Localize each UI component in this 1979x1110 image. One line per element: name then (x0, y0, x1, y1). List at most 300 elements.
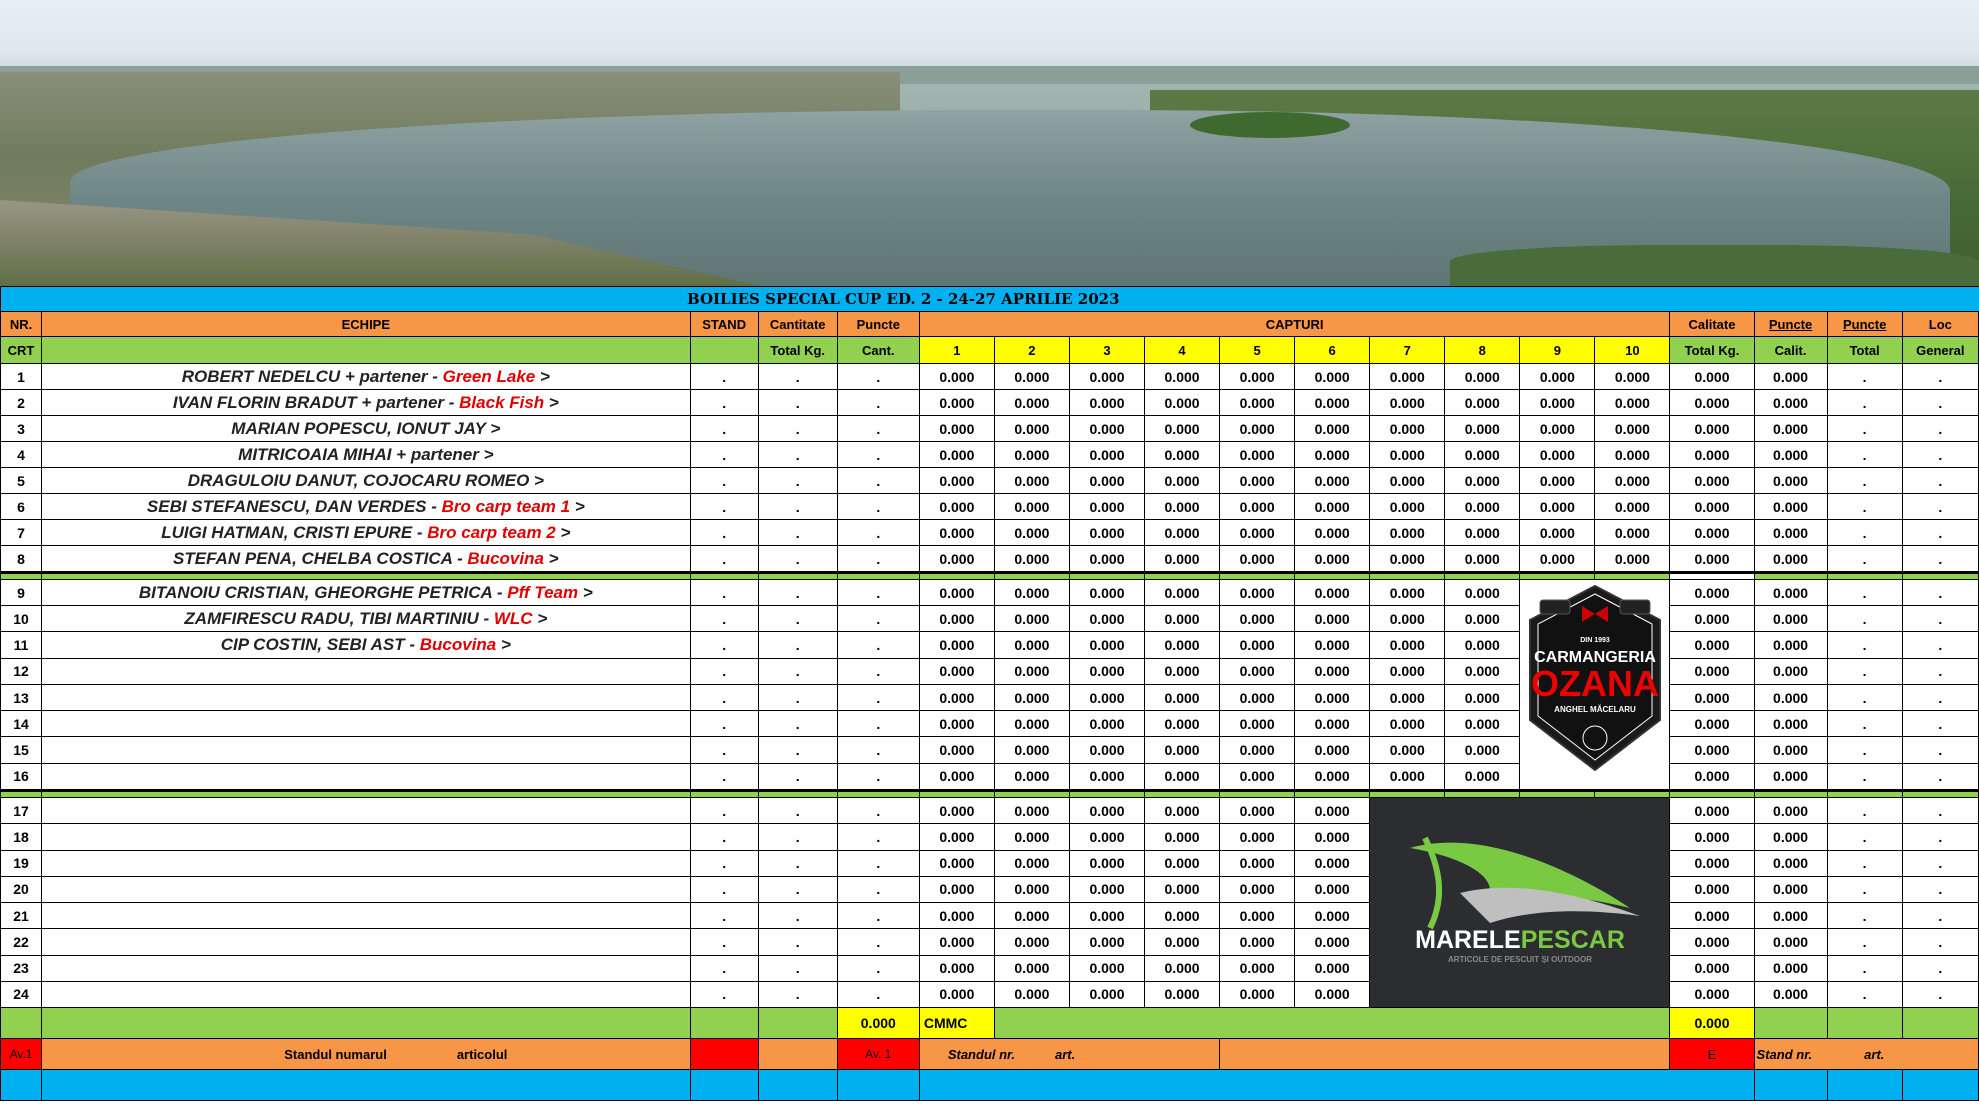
capture-cell-4[interactable]: 0.000 (1145, 390, 1220, 416)
loc-general-cell[interactable]: . (1902, 580, 1978, 606)
capture-cell-5[interactable]: 0.000 (1220, 580, 1295, 606)
capture-cell-5[interactable]: 0.000 (1220, 442, 1295, 468)
capture-cell-5[interactable]: 0.000 (1220, 929, 1295, 955)
capture-cell-10[interactable]: 0.000 (1595, 494, 1670, 520)
capture-cell-1[interactable]: 0.000 (919, 632, 994, 658)
total-kg-cell[interactable]: . (758, 520, 837, 546)
calitate-total-kg-cell[interactable]: 0.000 (1670, 929, 1754, 955)
capture-cell-3[interactable]: 0.000 (1069, 824, 1144, 850)
puncte-cant-cell[interactable]: . (837, 580, 919, 606)
puncte-calit-cell[interactable]: 0.000 (1754, 364, 1827, 390)
team-name-cell[interactable] (42, 546, 691, 573)
calitate-total-kg-cell[interactable]: 0.000 (1670, 850, 1754, 876)
puncte-cant-cell[interactable]: . (837, 824, 919, 850)
total-kg-cell[interactable]: . (758, 580, 837, 606)
capture-cell-1[interactable]: 0.000 (919, 684, 994, 710)
calitate-total-kg-cell[interactable]: 0.000 (1670, 955, 1754, 981)
capture-cell-6[interactable]: 0.000 (1295, 416, 1370, 442)
calitate-total-kg-cell[interactable]: 0.000 (1670, 520, 1754, 546)
puncte-calit-cell[interactable]: 0.000 (1754, 416, 1827, 442)
puncte-cant-cell[interactable]: . (837, 711, 919, 737)
total-kg-cell[interactable]: . (758, 711, 837, 737)
capture-cell-2[interactable]: 0.000 (994, 632, 1069, 658)
capture-cell-1[interactable]: 0.000 (919, 711, 994, 737)
capture-cell-4[interactable]: 0.000 (1145, 850, 1220, 876)
stand-cell[interactable]: . (690, 606, 758, 632)
capture-cell-6[interactable]: 0.000 (1295, 737, 1370, 763)
puncte-calit-cell[interactable]: 0.000 (1754, 468, 1827, 494)
loc-general-cell[interactable]: . (1902, 416, 1978, 442)
capture-cell-9[interactable]: 0.000 (1520, 520, 1595, 546)
capture-cell-8[interactable]: 0.000 (1445, 494, 1520, 520)
loc-general-cell[interactable]: . (1902, 824, 1978, 850)
calitate-total-kg-cell[interactable]: 0.000 (1670, 658, 1754, 684)
puncte-total-cell[interactable]: . (1827, 737, 1902, 763)
capture-cell-5[interactable]: 0.000 (1220, 737, 1295, 763)
calitate-total-kg-cell[interactable]: 0.000 (1670, 798, 1754, 824)
puncte-total-cell[interactable]: . (1827, 824, 1902, 850)
stand-cell[interactable]: . (690, 580, 758, 606)
calitate-total-kg-cell[interactable]: 0.000 (1670, 711, 1754, 737)
capture-cell-1[interactable]: 0.000 (919, 442, 994, 468)
loc-general-cell[interactable]: . (1902, 929, 1978, 955)
stand-cell[interactable]: . (690, 929, 758, 955)
capture-cell-4[interactable]: 0.000 (1145, 929, 1220, 955)
capture-cell-8[interactable]: 0.000 (1445, 684, 1520, 710)
capture-cell-7[interactable]: 0.000 (1370, 763, 1445, 790)
team-name-cell[interactable] (42, 494, 691, 520)
capture-cell-6[interactable]: 0.000 (1295, 903, 1370, 929)
capture-cell-4[interactable]: 0.000 (1145, 711, 1220, 737)
capture-cell-2[interactable]: 0.000 (994, 494, 1069, 520)
team-name-cell[interactable] (42, 684, 691, 710)
puncte-calit-cell[interactable]: 0.000 (1754, 824, 1827, 850)
calitate-total-kg-cell[interactable]: 0.000 (1670, 546, 1754, 573)
capture-cell-1[interactable]: 0.000 (919, 876, 994, 902)
capture-cell-7[interactable]: 0.000 (1370, 684, 1445, 710)
calitate-total-kg-cell[interactable]: 0.000 (1670, 876, 1754, 902)
calitate-total-kg-cell[interactable]: 0.000 (1670, 494, 1754, 520)
capture-cell-6[interactable]: 0.000 (1295, 364, 1370, 390)
total-kg-cell[interactable]: . (758, 955, 837, 981)
capture-cell-5[interactable]: 0.000 (1220, 632, 1295, 658)
puncte-total-cell[interactable]: . (1827, 364, 1902, 390)
puncte-total-cell[interactable]: . (1827, 468, 1902, 494)
capture-cell-5[interactable]: 0.000 (1220, 520, 1295, 546)
capture-cell-1[interactable]: 0.000 (919, 364, 994, 390)
calitate-total-kg-cell[interactable]: 0.000 (1670, 981, 1754, 1007)
capture-cell-5[interactable]: 0.000 (1220, 824, 1295, 850)
capture-cell-4[interactable]: 0.000 (1145, 763, 1220, 790)
capture-cell-8[interactable]: 0.000 (1445, 763, 1520, 790)
capture-cell-1[interactable]: 0.000 (919, 824, 994, 850)
capture-cell-6[interactable]: 0.000 (1295, 711, 1370, 737)
capture-cell-1[interactable]: 0.000 (919, 955, 994, 981)
puncte-total-cell[interactable]: . (1827, 390, 1902, 416)
total-kg-cell[interactable]: . (758, 606, 837, 632)
team-name-cell[interactable] (42, 876, 691, 902)
total-kg-cell[interactable]: . (758, 981, 837, 1007)
calitate-total-kg-cell[interactable]: 0.000 (1670, 606, 1754, 632)
capture-cell-5[interactable]: 0.000 (1220, 364, 1295, 390)
loc-general-cell[interactable]: . (1902, 364, 1978, 390)
capture-cell-1[interactable]: 0.000 (919, 929, 994, 955)
capture-cell-5[interactable]: 0.000 (1220, 606, 1295, 632)
capture-cell-2[interactable]: 0.000 (994, 737, 1069, 763)
stand-cell[interactable]: . (690, 546, 758, 573)
puncte-total-cell[interactable]: . (1827, 606, 1902, 632)
loc-general-cell[interactable]: . (1902, 850, 1978, 876)
total-kg-cell[interactable]: . (758, 390, 837, 416)
capture-cell-4[interactable]: 0.000 (1145, 876, 1220, 902)
capture-cell-6[interactable]: 0.000 (1295, 850, 1370, 876)
capture-cell-1[interactable]: 0.000 (919, 546, 994, 573)
puncte-cant-cell[interactable]: . (837, 606, 919, 632)
puncte-total-cell[interactable]: . (1827, 658, 1902, 684)
total-kg-cell[interactable]: . (758, 798, 837, 824)
loc-general-cell[interactable]: . (1902, 684, 1978, 710)
team-name-cell[interactable] (42, 737, 691, 763)
capture-cell-8[interactable]: 0.000 (1445, 442, 1520, 468)
capture-cell-7[interactable]: 0.000 (1370, 606, 1445, 632)
capture-cell-8[interactable]: 0.000 (1445, 390, 1520, 416)
capture-cell-4[interactable]: 0.000 (1145, 442, 1220, 468)
capture-cell-5[interactable]: 0.000 (1220, 416, 1295, 442)
stand-cell[interactable]: . (690, 763, 758, 790)
capture-cell-3[interactable]: 0.000 (1069, 876, 1144, 902)
capture-cell-4[interactable]: 0.000 (1145, 468, 1220, 494)
capture-cell-7[interactable]: 0.000 (1370, 390, 1445, 416)
total-kg-cell[interactable]: . (758, 364, 837, 390)
capture-cell-3[interactable]: 0.000 (1069, 364, 1144, 390)
capture-cell-3[interactable]: 0.000 (1069, 520, 1144, 546)
puncte-calit-cell[interactable]: 0.000 (1754, 737, 1827, 763)
puncte-cant-cell[interactable]: . (837, 876, 919, 902)
team-name-cell[interactable] (42, 929, 691, 955)
capture-cell-8[interactable]: 0.000 (1445, 606, 1520, 632)
capture-cell-4[interactable]: 0.000 (1145, 580, 1220, 606)
puncte-total-cell[interactable]: . (1827, 684, 1902, 710)
capture-cell-2[interactable]: 0.000 (994, 798, 1069, 824)
capture-cell-4[interactable]: 0.000 (1145, 737, 1220, 763)
team-name-cell[interactable] (42, 416, 691, 442)
puncte-total-cell[interactable]: . (1827, 546, 1902, 573)
capture-cell-8[interactable]: 0.000 (1445, 416, 1520, 442)
capture-cell-3[interactable]: 0.000 (1069, 606, 1144, 632)
calitate-total-kg-cell[interactable]: 0.000 (1670, 737, 1754, 763)
capture-cell-2[interactable]: 0.000 (994, 390, 1069, 416)
calitate-total-kg-cell[interactable]: 0.000 (1670, 468, 1754, 494)
capture-cell-7[interactable]: 0.000 (1370, 494, 1445, 520)
capture-cell-5[interactable]: 0.000 (1220, 876, 1295, 902)
capture-cell-8[interactable]: 0.000 (1445, 580, 1520, 606)
puncte-calit-cell[interactable]: 0.000 (1754, 711, 1827, 737)
capture-cell-3[interactable]: 0.000 (1069, 416, 1144, 442)
calitate-total-kg-cell[interactable]: 0.000 (1670, 632, 1754, 658)
capture-cell-9[interactable]: 0.000 (1520, 416, 1595, 442)
capture-cell-3[interactable]: 0.000 (1069, 711, 1144, 737)
puncte-total-cell[interactable]: . (1827, 520, 1902, 546)
puncte-calit-cell[interactable]: 0.000 (1754, 684, 1827, 710)
capture-cell-7[interactable]: 0.000 (1370, 442, 1445, 468)
capture-cell-2[interactable]: 0.000 (994, 684, 1069, 710)
stand-cell[interactable]: . (690, 684, 758, 710)
puncte-total-cell[interactable]: . (1827, 850, 1902, 876)
capture-cell-6[interactable]: 0.000 (1295, 494, 1370, 520)
puncte-total-cell[interactable]: . (1827, 876, 1902, 902)
loc-general-cell[interactable]: . (1902, 711, 1978, 737)
capture-cell-8[interactable]: 0.000 (1445, 468, 1520, 494)
puncte-cant-cell[interactable]: . (837, 684, 919, 710)
capture-cell-10[interactable]: 0.000 (1595, 390, 1670, 416)
stand-cell[interactable]: . (690, 711, 758, 737)
loc-general-cell[interactable]: . (1902, 494, 1978, 520)
team-name-cell[interactable] (42, 658, 691, 684)
team-name-cell[interactable] (42, 442, 691, 468)
puncte-total-cell[interactable]: . (1827, 580, 1902, 606)
capture-cell-10[interactable]: 0.000 (1595, 364, 1670, 390)
total-kg-cell[interactable]: . (758, 468, 837, 494)
puncte-cant-cell[interactable]: . (837, 494, 919, 520)
total-kg-cell[interactable]: . (758, 416, 837, 442)
capture-cell-2[interactable]: 0.000 (994, 711, 1069, 737)
team-name-cell[interactable] (42, 580, 691, 606)
puncte-calit-cell[interactable]: 0.000 (1754, 520, 1827, 546)
team-name-cell[interactable] (42, 468, 691, 494)
capture-cell-4[interactable]: 0.000 (1145, 824, 1220, 850)
stand-cell[interactable]: . (690, 468, 758, 494)
capture-cell-7[interactable]: 0.000 (1370, 520, 1445, 546)
calitate-total-kg-cell[interactable]: 0.000 (1670, 684, 1754, 710)
team-name-cell[interactable] (42, 763, 691, 790)
capture-cell-6[interactable]: 0.000 (1295, 824, 1370, 850)
puncte-cant-cell[interactable]: . (837, 798, 919, 824)
capture-cell-6[interactable]: 0.000 (1295, 442, 1370, 468)
capture-cell-6[interactable]: 0.000 (1295, 580, 1370, 606)
capture-cell-1[interactable]: 0.000 (919, 850, 994, 876)
capture-cell-8[interactable]: 0.000 (1445, 520, 1520, 546)
capture-cell-3[interactable]: 0.000 (1069, 850, 1144, 876)
capture-cell-1[interactable]: 0.000 (919, 580, 994, 606)
puncte-total-cell[interactable]: . (1827, 798, 1902, 824)
capture-cell-4[interactable]: 0.000 (1145, 981, 1220, 1007)
capture-cell-3[interactable]: 0.000 (1069, 684, 1144, 710)
stand-cell[interactable]: . (690, 824, 758, 850)
capture-cell-2[interactable]: 0.000 (994, 824, 1069, 850)
stand-cell[interactable]: . (690, 658, 758, 684)
puncte-cant-cell[interactable]: . (837, 929, 919, 955)
capture-cell-9[interactable]: 0.000 (1520, 494, 1595, 520)
capture-cell-6[interactable]: 0.000 (1295, 546, 1370, 573)
team-name-cell[interactable] (42, 850, 691, 876)
total-kg-cell[interactable]: . (758, 763, 837, 790)
loc-general-cell[interactable]: . (1902, 737, 1978, 763)
stand-cell[interactable]: . (690, 798, 758, 824)
capture-cell-1[interactable]: 0.000 (919, 903, 994, 929)
puncte-calit-cell[interactable]: 0.000 (1754, 606, 1827, 632)
team-name-cell[interactable] (42, 711, 691, 737)
puncte-cant-cell[interactable]: . (837, 416, 919, 442)
capture-cell-1[interactable]: 0.000 (919, 798, 994, 824)
capture-cell-8[interactable]: 0.000 (1445, 658, 1520, 684)
puncte-calit-cell[interactable]: 0.000 (1754, 494, 1827, 520)
capture-cell-2[interactable]: 0.000 (994, 763, 1069, 790)
team-name-cell[interactable] (42, 606, 691, 632)
total-kg-cell[interactable]: . (758, 632, 837, 658)
capture-cell-4[interactable]: 0.000 (1145, 546, 1220, 573)
team-name-cell[interactable] (42, 632, 691, 658)
puncte-total-cell[interactable]: . (1827, 955, 1902, 981)
capture-cell-6[interactable]: 0.000 (1295, 468, 1370, 494)
capture-cell-4[interactable]: 0.000 (1145, 658, 1220, 684)
stand-cell[interactable]: . (690, 390, 758, 416)
capture-cell-4[interactable]: 0.000 (1145, 520, 1220, 546)
capture-cell-3[interactable]: 0.000 (1069, 798, 1144, 824)
capture-cell-5[interactable]: 0.000 (1220, 658, 1295, 684)
calitate-total-kg-cell[interactable]: 0.000 (1670, 442, 1754, 468)
loc-general-cell[interactable]: . (1902, 546, 1978, 573)
loc-general-cell[interactable]: . (1902, 981, 1978, 1007)
team-name-cell[interactable] (42, 981, 691, 1007)
total-kg-cell[interactable]: . (758, 494, 837, 520)
puncte-calit-cell[interactable]: 0.000 (1754, 658, 1827, 684)
stand-cell[interactable]: . (690, 364, 758, 390)
capture-cell-6[interactable]: 0.000 (1295, 876, 1370, 902)
puncte-cant-cell[interactable]: . (837, 737, 919, 763)
capture-cell-2[interactable]: 0.000 (994, 442, 1069, 468)
capture-cell-1[interactable]: 0.000 (919, 390, 994, 416)
team-name-cell[interactable] (42, 903, 691, 929)
capture-cell-1[interactable]: 0.000 (919, 494, 994, 520)
capture-cell-3[interactable]: 0.000 (1069, 580, 1144, 606)
capture-cell-5[interactable]: 0.000 (1220, 494, 1295, 520)
puncte-calit-cell[interactable]: 0.000 (1754, 850, 1827, 876)
capture-cell-5[interactable]: 0.000 (1220, 850, 1295, 876)
capture-cell-3[interactable]: 0.000 (1069, 494, 1144, 520)
capture-cell-8[interactable]: 0.000 (1445, 632, 1520, 658)
calitate-total-kg-cell[interactable]: 0.000 (1670, 824, 1754, 850)
capture-cell-8[interactable]: 0.000 (1445, 737, 1520, 763)
puncte-cant-cell[interactable]: . (837, 658, 919, 684)
capture-cell-9[interactable]: 0.000 (1520, 546, 1595, 573)
capture-cell-1[interactable]: 0.000 (919, 658, 994, 684)
puncte-total-cell[interactable]: . (1827, 416, 1902, 442)
puncte-cant-cell[interactable]: . (837, 632, 919, 658)
capture-cell-8[interactable]: 0.000 (1445, 711, 1520, 737)
capture-cell-2[interactable]: 0.000 (994, 606, 1069, 632)
capture-cell-1[interactable]: 0.000 (919, 763, 994, 790)
capture-cell-2[interactable]: 0.000 (994, 981, 1069, 1007)
puncte-cant-cell[interactable]: . (837, 763, 919, 790)
capture-cell-5[interactable]: 0.000 (1220, 546, 1295, 573)
capture-cell-6[interactable]: 0.000 (1295, 798, 1370, 824)
capture-cell-5[interactable]: 0.000 (1220, 955, 1295, 981)
loc-general-cell[interactable]: . (1902, 632, 1978, 658)
loc-general-cell[interactable]: . (1902, 468, 1978, 494)
capture-cell-6[interactable]: 0.000 (1295, 520, 1370, 546)
loc-general-cell[interactable]: . (1902, 798, 1978, 824)
capture-cell-6[interactable]: 0.000 (1295, 929, 1370, 955)
capture-cell-3[interactable]: 0.000 (1069, 929, 1144, 955)
total-kg-cell[interactable]: . (758, 824, 837, 850)
puncte-calit-cell[interactable]: 0.000 (1754, 580, 1827, 606)
puncte-total-cell[interactable]: . (1827, 494, 1902, 520)
puncte-calit-cell[interactable]: 0.000 (1754, 981, 1827, 1007)
capture-cell-7[interactable]: 0.000 (1370, 658, 1445, 684)
capture-cell-7[interactable]: 0.000 (1370, 632, 1445, 658)
capture-cell-7[interactable]: 0.000 (1370, 416, 1445, 442)
stand-cell[interactable]: . (690, 442, 758, 468)
total-kg-cell[interactable]: . (758, 442, 837, 468)
stand-cell[interactable]: . (690, 876, 758, 902)
capture-cell-4[interactable]: 0.000 (1145, 955, 1220, 981)
capture-cell-6[interactable]: 0.000 (1295, 606, 1370, 632)
capture-cell-1[interactable]: 0.000 (919, 737, 994, 763)
loc-general-cell[interactable]: . (1902, 658, 1978, 684)
stand-cell[interactable]: . (690, 850, 758, 876)
puncte-total-cell[interactable]: . (1827, 632, 1902, 658)
capture-cell-4[interactable]: 0.000 (1145, 494, 1220, 520)
capture-cell-6[interactable]: 0.000 (1295, 658, 1370, 684)
capture-cell-1[interactable]: 0.000 (919, 606, 994, 632)
team-name-cell[interactable] (42, 364, 691, 390)
capture-cell-7[interactable]: 0.000 (1370, 580, 1445, 606)
puncte-total-cell[interactable]: . (1827, 981, 1902, 1007)
loc-general-cell[interactable]: . (1902, 876, 1978, 902)
stand-cell[interactable]: . (690, 737, 758, 763)
stand-cell[interactable]: . (690, 981, 758, 1007)
capture-cell-3[interactable]: 0.000 (1069, 981, 1144, 1007)
capture-cell-6[interactable]: 0.000 (1295, 763, 1370, 790)
capture-cell-1[interactable]: 0.000 (919, 981, 994, 1007)
calitate-total-kg-cell[interactable]: 0.000 (1670, 903, 1754, 929)
puncte-calit-cell[interactable]: 0.000 (1754, 632, 1827, 658)
capture-cell-3[interactable]: 0.000 (1069, 658, 1144, 684)
capture-cell-1[interactable]: 0.000 (919, 520, 994, 546)
capture-cell-8[interactable]: 0.000 (1445, 546, 1520, 573)
total-kg-cell[interactable]: . (758, 737, 837, 763)
capture-cell-10[interactable]: 0.000 (1595, 520, 1670, 546)
puncte-cant-cell[interactable]: . (837, 468, 919, 494)
capture-cell-3[interactable]: 0.000 (1069, 763, 1144, 790)
capture-cell-4[interactable]: 0.000 (1145, 798, 1220, 824)
capture-cell-3[interactable]: 0.000 (1069, 546, 1144, 573)
loc-general-cell[interactable]: . (1902, 763, 1978, 790)
capture-cell-8[interactable]: 0.000 (1445, 364, 1520, 390)
total-kg-cell[interactable]: . (758, 876, 837, 902)
capture-cell-6[interactable]: 0.000 (1295, 632, 1370, 658)
capture-cell-10[interactable]: 0.000 (1595, 468, 1670, 494)
puncte-cant-cell[interactable]: . (837, 442, 919, 468)
calitate-total-kg-cell[interactable]: 0.000 (1670, 364, 1754, 390)
capture-cell-10[interactable]: 0.000 (1595, 546, 1670, 573)
capture-cell-3[interactable]: 0.000 (1069, 903, 1144, 929)
capture-cell-7[interactable]: 0.000 (1370, 546, 1445, 573)
puncte-cant-cell[interactable]: . (837, 850, 919, 876)
team-name-cell[interactable] (42, 824, 691, 850)
total-kg-cell[interactable]: . (758, 903, 837, 929)
capture-cell-10[interactable]: 0.000 (1595, 442, 1670, 468)
capture-cell-2[interactable]: 0.000 (994, 520, 1069, 546)
puncte-total-cell[interactable]: . (1827, 903, 1902, 929)
calitate-total-kg-cell[interactable]: 0.000 (1670, 763, 1754, 790)
stand-cell[interactable]: . (690, 416, 758, 442)
capture-cell-6[interactable]: 0.000 (1295, 955, 1370, 981)
team-name-cell[interactable] (42, 955, 691, 981)
loc-general-cell[interactable]: . (1902, 390, 1978, 416)
stand-cell[interactable]: . (690, 955, 758, 981)
capture-cell-3[interactable]: 0.000 (1069, 955, 1144, 981)
